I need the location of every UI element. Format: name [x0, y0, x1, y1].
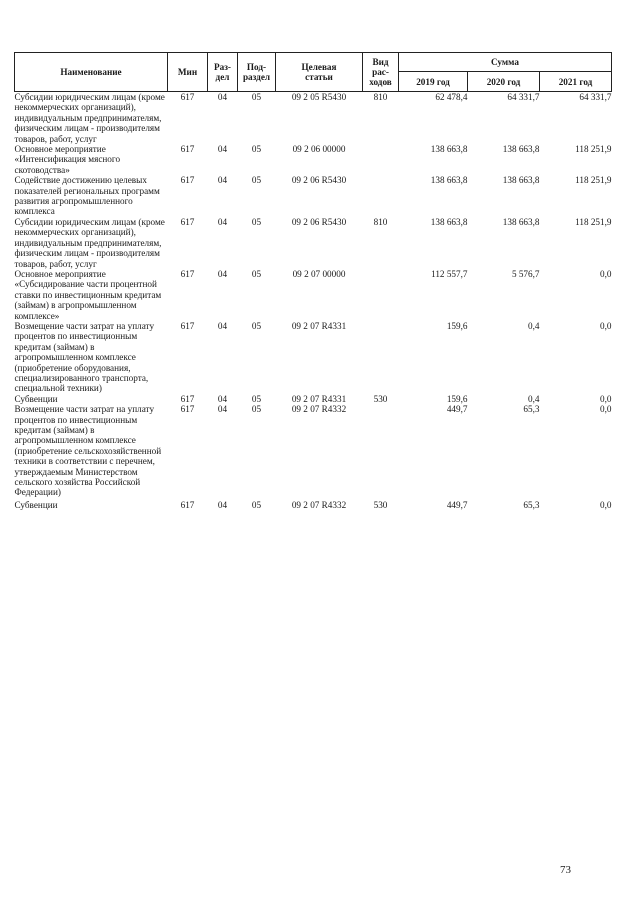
cell-min: 617 — [180, 92, 195, 102]
cell-name: Содействие достижению целевых показателей региональных программ развития агропромышленного комплекса — [14, 175, 160, 217]
cell-vid — [363, 175, 399, 217]
cell-y2020: 65,3 — [523, 499, 540, 510]
cell-min: 617 — [180, 216, 195, 227]
col-header-podrazdel: Под- раздел — [238, 53, 276, 92]
cell-name: Основное мероприятие «Субсидирование части процентной ставки по инвестиционным кредитам (займам) в агропромышленном комплексе» — [14, 268, 162, 321]
cell-y2021: 64 331,7 — [579, 92, 612, 102]
col-header-2019: 2019 год — [399, 72, 468, 92]
table-row — [15, 404, 612, 498]
table-row — [15, 269, 612, 321]
cell-vid: 810 — [373, 92, 388, 102]
cell-name: Возмещение части затрат на уплату процентов по инвестиционным кредитам (займам) в агропромышленном комплексе (приобретение сельскохозяйственной техники в соответствии с перечнем, утверждаемым Министерством сельского хозяйства Российской Федерации) — [14, 404, 162, 498]
cell-y2021: 118 251,9 — [575, 144, 612, 155]
cell-podrazdel: 05 — [251, 499, 262, 510]
cell-vid: 810 — [373, 216, 388, 227]
cell-vid: 530 — [373, 393, 388, 404]
cell-razdel: 04 — [217, 393, 228, 404]
cell-target: 09 2 06 R5430 — [291, 216, 347, 227]
cell-name: Субсидии юридическим лицам (кроме некоммерческих организаций), индивидуальным предпринимателям, физическим лицам - производителям товаров, работ, услуг — [14, 216, 165, 269]
table-row — [15, 498, 612, 510]
cell-vid — [363, 269, 399, 321]
table-row — [15, 217, 612, 269]
cell-name: Основное мероприятие «Интенсификация мясного скотоводства» — [14, 144, 121, 175]
table-row — [15, 92, 612, 145]
cell-y2020: 138 663,8 — [502, 144, 540, 155]
cell-target: 09 2 07 R4332 — [291, 499, 347, 510]
col-header-sum: Сумма — [399, 53, 612, 72]
cell-razdel: 04 — [217, 216, 228, 227]
cell-target: 09 2 07 R4331 — [291, 320, 347, 331]
cell-podrazdel: 05 — [251, 268, 262, 279]
cell-target: 09 2 06 R5430 — [291, 175, 347, 186]
cell-target: 09 2 07 00000 — [292, 268, 346, 279]
cell-razdel: 04 — [217, 268, 228, 279]
cell-podrazdel: 05 — [251, 216, 262, 227]
cell-target: 09 2 07 R4331 — [291, 393, 347, 404]
page-number: 73 — [560, 864, 571, 876]
cell-y2021: 0,0 — [600, 393, 612, 404]
cell-y2021: 0,0 — [600, 320, 612, 331]
cell-y2021: 0,0 — [600, 404, 612, 415]
budget-table — [14, 52, 612, 510]
cell-vid — [363, 404, 399, 498]
cell-podrazdel: 05 — [251, 404, 262, 415]
cell-podrazdel: 05 — [251, 144, 262, 155]
cell-min: 617 — [180, 144, 195, 155]
cell-y2021: 0,0 — [600, 499, 612, 510]
cell-min: 617 — [180, 499, 195, 510]
cell-min: 617 — [180, 393, 195, 404]
cell-y2019: 62 478,4 — [435, 92, 468, 102]
cell-razdel: 04 — [217, 175, 228, 186]
cell-y2019: 138 663,8 — [430, 144, 468, 155]
cell-y2020: 65,3 — [523, 404, 540, 415]
cell-target: 09 2 07 R4332 — [291, 404, 347, 415]
table-body — [15, 92, 612, 511]
cell-target: 09 2 05 R5430 — [291, 92, 347, 102]
table-header — [15, 53, 612, 92]
cell-min: 617 — [180, 175, 195, 186]
cell-podrazdel: 05 — [251, 320, 262, 331]
cell-razdel: 04 — [217, 92, 228, 102]
cell-y2019: 112 557,7 — [431, 268, 468, 279]
cell-y2019: 449,7 — [446, 404, 468, 415]
cell-podrazdel: 05 — [251, 92, 262, 102]
cell-min: 617 — [180, 404, 195, 415]
cell-y2020: 0,4 — [528, 320, 540, 331]
cell-vid — [363, 321, 399, 394]
cell-razdel: 04 — [217, 320, 228, 331]
cell-razdel: 04 — [217, 499, 228, 510]
cell-y2019: 159,6 — [446, 393, 468, 404]
cell-name: Субвенции — [14, 499, 58, 510]
cell-name: Субвенции — [14, 393, 58, 404]
cell-y2021: 0,0 — [600, 268, 612, 279]
col-header-2020: 2020 год — [468, 72, 540, 92]
cell-podrazdel: 05 — [251, 393, 262, 404]
col-header-min: Мин — [168, 53, 208, 92]
table-row — [15, 175, 612, 217]
cell-y2019: 138 663,8 — [430, 216, 468, 227]
col-header-2021: 2021 год — [540, 72, 612, 92]
cell-y2019: 138 663,8 — [430, 175, 468, 186]
table-row — [15, 144, 612, 175]
cell-y2020: 138 663,8 — [502, 216, 540, 227]
cell-y2020: 138 663,8 — [502, 175, 540, 186]
cell-y2020: 5 576,7 — [511, 268, 540, 279]
cell-razdel: 04 — [217, 144, 228, 155]
cell-name: Возмещение части затрат на уплату процентов по инвестиционным кредитам (займам) в агропромышленном комплексе (приобретение оборудования, специализированного транспорта, специальной техники) — [14, 320, 155, 394]
cell-name: Субсидии юридическим лицам (кроме некоммерческих организаций), индивидуальным предпринимателям, физическим лицам - производителям товаров, работ, услуг — [14, 92, 165, 144]
cell-vid — [363, 144, 399, 175]
col-header-vid: Вид рас- ходов — [363, 53, 399, 92]
col-header-target: Целевая статьи — [276, 53, 363, 92]
cell-y2021: 118 251,9 — [575, 216, 612, 227]
cell-y2020: 64 331,7 — [507, 92, 540, 102]
cell-vid: 530 — [373, 499, 388, 510]
table-row — [15, 321, 612, 394]
cell-podrazdel: 05 — [251, 175, 262, 186]
cell-y2020: 0,4 — [528, 393, 540, 404]
table-row — [15, 394, 612, 404]
col-header-razdel: Раз- дел — [208, 53, 238, 92]
col-header-name: Наименование — [15, 53, 168, 92]
cell-target: 09 2 06 00000 — [292, 144, 346, 155]
cell-y2019: 159,6 — [446, 320, 468, 331]
cell-y2021: 118 251,9 — [575, 175, 612, 186]
cell-min: 617 — [180, 268, 195, 279]
cell-razdel: 04 — [217, 404, 228, 415]
cell-y2019: 449,7 — [446, 499, 468, 510]
cell-min: 617 — [180, 320, 195, 331]
